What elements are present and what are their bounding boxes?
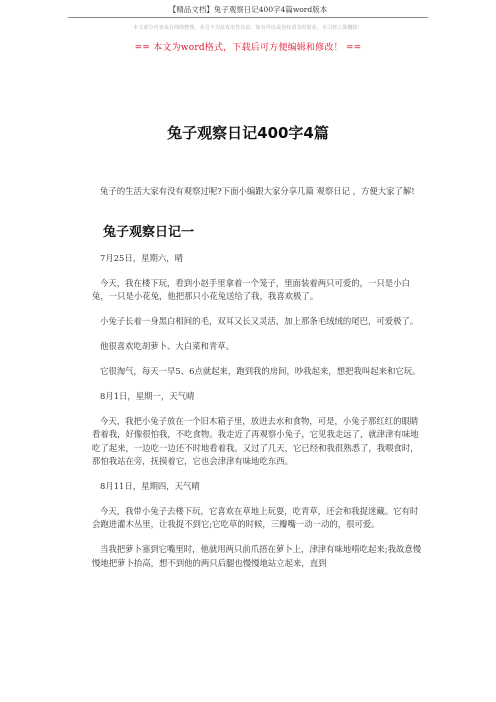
diary-paragraph: 今天，我把小兔子放在一个旧木箱子里，放进去水和食物，可是，小兔子那红红的眼睛看着我，好像很怕我，不吃食物。我走近了再观察小兔子，它见我走远了，就津津有味地吃了起来，一边吃一边还不时地看着我。又过了几天，它已经和我很熟悉了，我喂食时，那怕我站在旁，抚摸着它，它也会津津有味地吃东西。 [92, 415, 419, 467]
header-divider [68, 17, 428, 18]
diary-body [92, 252, 422, 582]
diary-paragraph: 7月25日，星期六，晴 [100, 253, 183, 263]
diary-paragraph: 8月11日，星期四，天气晴 [100, 480, 200, 491]
disclaimer-text: 本文部分内容来自网络整理，本司不为其真实性负责，如有异议或侵权请及时联系，本司将立即删除！ [133, 25, 363, 31]
section-title: 兔子观察日记一 [103, 225, 195, 240]
document-header-title: 【精品文档】兔子观察日记400字4篇word版本 [168, 5, 328, 14]
diary-paragraph: 小兔子长着一身黑白相间的毛，双耳又长又灵活，加上那条毛绒绒的尾巴，可爱极了。 [100, 316, 419, 327]
diary-paragraph: 它很淘气，每天一早5、6点就起来，跑到我的房间，吵我起来，想把我叫起来和它玩。 [100, 366, 421, 377]
document-title: 兔子观察日记400字4篇 [167, 124, 329, 142]
intro-paragraph: 兔子的生活大家有没有观察过呢?下面小编跟大家分享几篇 观察日记 ，方便大家了解! [100, 186, 415, 196]
diary-paragraph: 8月1日，星期一，天气晴 [100, 390, 195, 401]
format-notice: == 本文为word格式，下载后可方便编辑和修改！ == [134, 43, 362, 53]
diary-paragraph: 今天，我在楼下玩，看到小赵手里拿着一个笼子，里面装着两只可爱的，一只是小白兔，一只是小花兔，他把那只小花兔送给了我，我喜欢极了。 [92, 277, 410, 302]
diary-paragraph: 当我把萝卜塞到它嘴里时，他就用两只前爪捂在萝卜上，津津有味地啃吃起来;我故意慢慢地把萝卜抬高，想不到他的两只后腿也慢慢地站立起来，直到 [92, 544, 422, 568]
diary-paragraph: 他很喜欢吃胡萝卜、大白菜和青草。 [100, 341, 234, 352]
diary-paragraph: 今天，我带小兔子去楼下玩，它喜欢在草地上玩耍，吃青草，还会和我捉迷藏。它有时会跑进灌木丛里，让我捉不到它;它吃草的时候，三瓣嘴一动一动的，很可爱。 [92, 505, 419, 530]
